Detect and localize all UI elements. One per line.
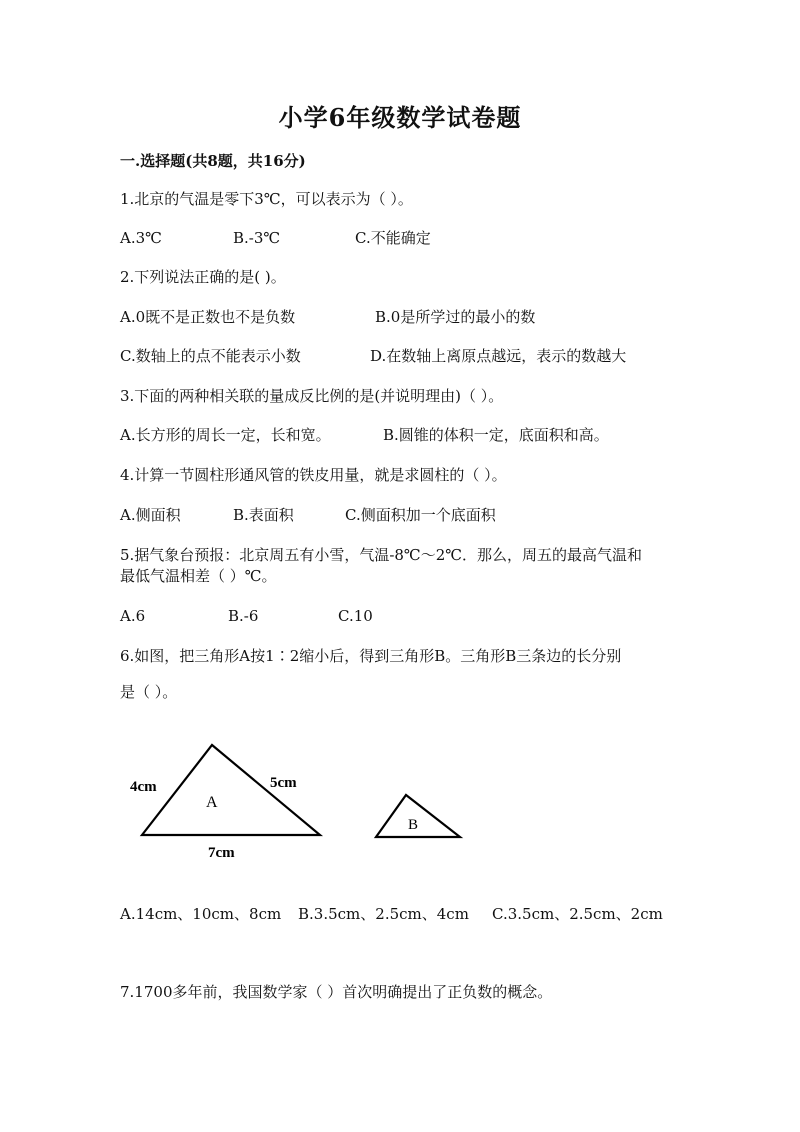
question-1-option-c: C.不能确定: [355, 229, 431, 247]
question-2-option-a: A.0既不是正数也不是负数: [120, 308, 296, 326]
side-right-label: 5cm: [270, 775, 297, 791]
question-4-option-c: C.侧面积加一个底面积: [345, 506, 496, 524]
side-bottom-label: 7cm: [208, 845, 235, 861]
question-3-option-b: B.圆锥的体积一定，底面积和高。: [383, 426, 609, 444]
question-6-stem-line2: 是（ ）。: [120, 683, 178, 701]
question-6-option-b: B.3.5cm、2.5cm、4cm: [298, 905, 469, 923]
question-3-stem: 3.下面的两种相关联的量成反比例的是(并说明理由)（ ）。: [120, 387, 504, 405]
question-5-option-c: C.10: [338, 607, 373, 625]
question-5-stem-line1: 5.据气象台预报：北京周五有小雪，气温-8℃～2℃．那么，周五的最高气温和: [120, 546, 643, 564]
question-3-option-a: A.长方形的周长一定，长和宽。: [120, 426, 331, 444]
question-7-stem: 7.1700多年前，我国数学家（ ）首次明确提出了正负数的概念。: [120, 983, 553, 1001]
question-6-option-c: C.3.5cm、2.5cm、2cm: [492, 905, 663, 923]
question-5-stem-line2: 最低气温相差（ ）℃。: [120, 567, 277, 585]
question-5-option-a: A.6: [120, 607, 146, 625]
question-6-option-a: A.14cm、10cm、8cm: [120, 905, 282, 923]
question-2-option-c: C.数轴上的点不能表示小数: [120, 347, 301, 365]
triangle-b-label: B: [408, 817, 419, 833]
question-1-option-a: A.3℃: [120, 229, 162, 247]
triangle-a-label: A: [206, 794, 218, 811]
question-4-option-b: B.表面积: [233, 506, 294, 524]
side-left-label: 4cm: [130, 779, 157, 795]
page-title: 小学6年级数学试卷题: [278, 103, 522, 132]
question-4-stem: 4.计算一节圆柱形通风管的铁皮用量，就是求圆柱的（ ）。: [120, 466, 507, 484]
question-1-stem: 1.北京的气温是零下3℃，可以表示为（ ）。: [120, 190, 413, 208]
question-5-option-b: B.-6: [228, 607, 259, 625]
triangle-figure: [118, 735, 478, 875]
section-title: 一.选择题(共8题，共16分): [120, 152, 306, 170]
question-2-option-b: B.0是所学过的最小的数: [375, 308, 536, 326]
question-2-option-d: D.在数轴上离原点越远，表示的数越大: [370, 347, 627, 365]
question-2-stem: 2.下列说法正确的是( )。: [120, 268, 286, 286]
question-1-option-b: B.-3℃: [233, 229, 281, 247]
question-6-stem-line1: 6.如图，把三角形A按1∶2缩小后，得到三角形B。三角形B三条边的长分别: [120, 647, 622, 665]
question-4-option-a: A.侧面积: [120, 506, 181, 524]
